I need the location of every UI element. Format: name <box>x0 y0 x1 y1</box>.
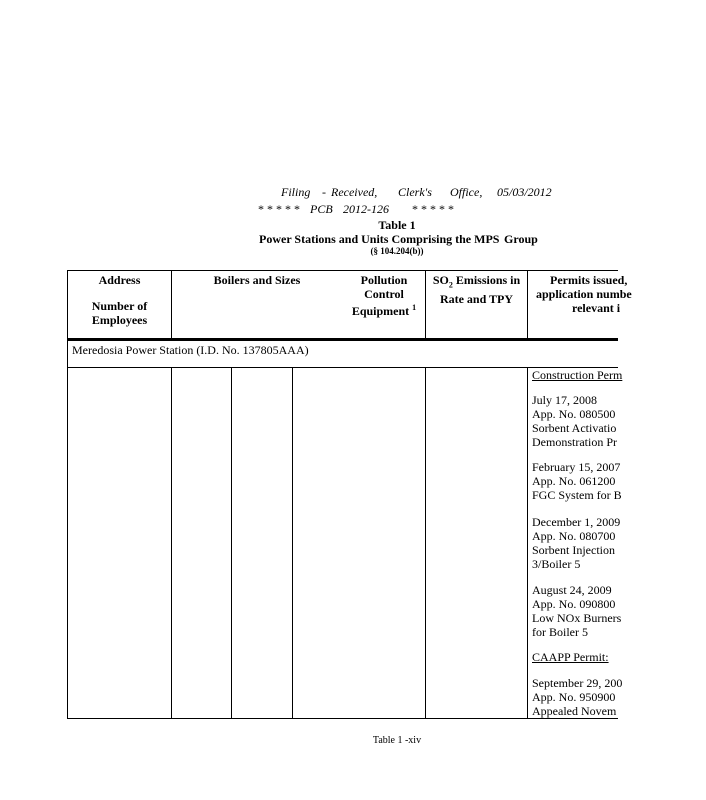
permit-entry: App. No. 950900 <box>532 690 616 704</box>
permit-entry: December 1, 2009 <box>532 515 621 529</box>
construction-permits-heading: Construction Perm <box>532 368 623 382</box>
stamp-filing: Filing <box>281 185 311 199</box>
permit-entry: September 29, 200 <box>532 676 623 690</box>
stamp-case-number: 2012-126 <box>343 202 389 216</box>
caapp-permit-heading: CAAPP Permit: <box>532 650 609 664</box>
stamp-pcb: PCB <box>310 202 333 216</box>
permit-entry: FGC System for B <box>532 488 622 502</box>
page-footer: Table 1 -xiv <box>372 735 422 746</box>
table-subtitle: Power Stations and Units Comprising the MPS <box>259 232 500 246</box>
permit-entry: for Boiler 5 <box>532 625 588 639</box>
table-section-reference: (§ 104.204(b)) <box>370 246 424 256</box>
table-subtitle-group: Group <box>504 232 538 246</box>
header-so2-emissions: $SO_2$ Emissions in Rate and TPY <box>432 273 521 307</box>
permit-entry: Demonstration Pr <box>532 435 617 449</box>
permit-entry: App. No. 080700 <box>532 529 616 543</box>
stamp-date: 05/03/2012 <box>497 185 552 199</box>
permit-entry: App. No. 090800 <box>532 597 616 611</box>
header-address: Address Number of Employees <box>91 273 148 327</box>
permit-entry: Low NOx Burners <box>532 611 622 625</box>
table-title: Table 1 <box>378 218 416 232</box>
station-name: Meredosia Power Station (I.D. No. 137805AAA) <box>72 343 309 357</box>
stamp-dash: - <box>322 185 326 199</box>
permit-entry: Sorbent Activatio <box>532 421 617 435</box>
permit-entry: July 17, 2008 <box>532 393 598 407</box>
permit-entry: App. No. 061200 <box>532 474 616 488</box>
header-pollution-control: Pollution Control Equipment $^1$ <box>351 273 417 318</box>
permit-entry: Appealed Novem <box>532 704 617 718</box>
permit-entry: August 24, 2009 <box>532 583 612 597</box>
stamp-clerks: Clerk's <box>398 185 432 199</box>
header-boilers: Boilers and Sizes <box>213 273 301 287</box>
stamp-stars-right: * * * * * <box>412 202 454 216</box>
permit-entry: Sorbent Injection <box>532 543 615 557</box>
permit-entry: 3/Boiler 5 <box>532 557 581 571</box>
stamp-office: Office, <box>450 185 483 199</box>
permit-entry: February 15, 2007 <box>532 460 621 474</box>
permit-entry: App. No. 080500 <box>532 407 616 421</box>
footnote-marker: 1 <box>412 303 417 312</box>
stamp-stars-left: * * * * * <box>258 202 300 216</box>
stamp-received: Received, <box>331 185 378 199</box>
